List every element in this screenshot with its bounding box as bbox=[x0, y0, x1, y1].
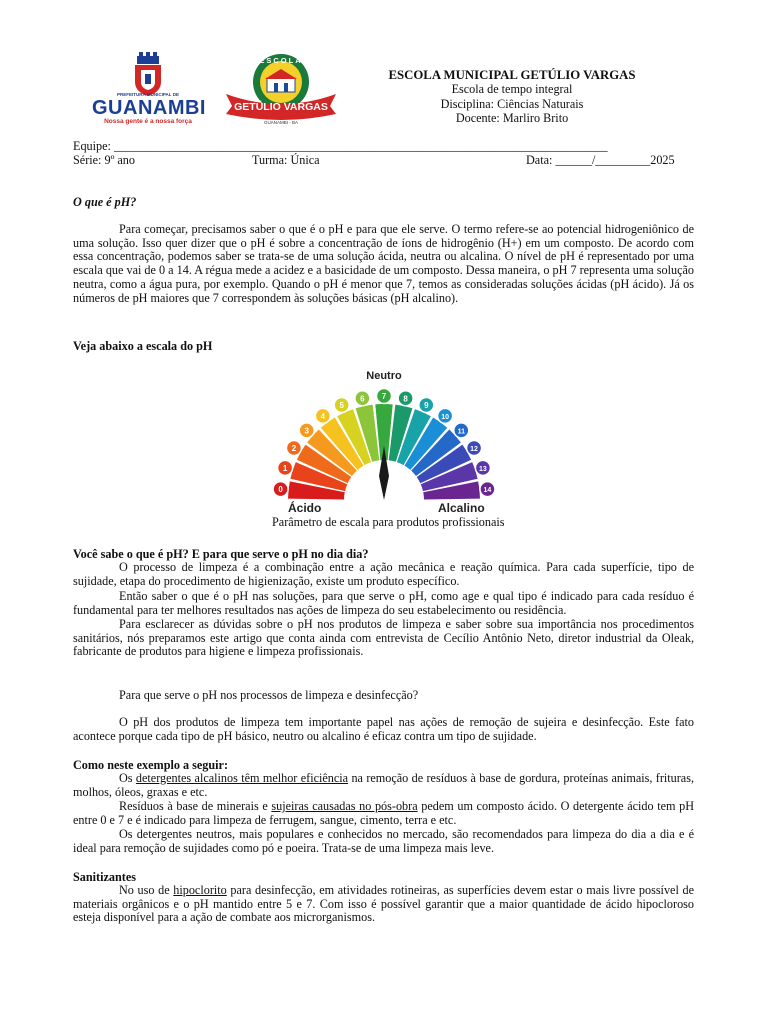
section2-p3-text: Para esclarecer as dúvidas sobre o pH nos produtos de limpeza e saber sobre sua importância nos procedimentos sanitários, nós preparamos este artigo que conta ainda com entrevista de Cecílio Antônio Neto, diretor industrial da Oleak, fabricante de produtos para higiene e limpeza profissionais. bbox=[73, 617, 694, 659]
discipline: Disciplina: Ciências Naturais bbox=[440, 96, 584, 111]
section4-p1-pre: Os bbox=[119, 771, 136, 785]
hypochlorite-link[interactable]: hipoclorito bbox=[173, 883, 227, 897]
prefeitura-name: GUANAMBI bbox=[92, 97, 206, 119]
section5-title: Sanitizantes bbox=[73, 870, 136, 884]
escola-name: GETÚLIO VARGAS bbox=[234, 101, 328, 113]
section2-p1 bbox=[73, 561, 694, 588]
alkaline-detergent-link[interactable]: detergentes alcalinos têm melhor eficiência bbox=[135, 771, 349, 785]
escola-city: GUANAMBI - BA bbox=[263, 120, 298, 125]
ph-number-10: 10 bbox=[441, 413, 450, 421]
date-text: Data: ______/_________2025 bbox=[526, 153, 675, 167]
grade-text: Série: 9º ano bbox=[73, 153, 135, 167]
section4-p2 bbox=[73, 800, 694, 827]
scale-caption: Parâmetro de escala para produtos profissionais bbox=[272, 515, 505, 529]
ph-number-12: 12 bbox=[470, 446, 478, 453]
section5-pre: No uso de bbox=[119, 883, 174, 897]
section4-p3 bbox=[73, 828, 694, 855]
ph-number-0: 0 bbox=[278, 485, 283, 495]
ph-number-7: 7 bbox=[381, 392, 387, 401]
ph-number-8: 8 bbox=[403, 394, 408, 404]
section2-p2 bbox=[73, 590, 694, 617]
section2-p2-text: Então saber o que é o pH nas soluções, para que serve o pH, como age e qual tipo é indicado para cada resíduo é fundamental para ter melhores resultados nas ações de limpeza do seu estabelecimento ou residência. bbox=[73, 589, 694, 617]
section4-title: Como neste exemplo a seguir: bbox=[73, 758, 229, 772]
section2-p3 bbox=[73, 618, 694, 659]
school-type: Escola de tempo integral bbox=[451, 82, 573, 97]
section4-p2-pre: Resíduos à base de minerais e bbox=[119, 799, 272, 813]
ph-number-9: 9 bbox=[424, 400, 429, 410]
ph-number-14: 14 bbox=[483, 487, 492, 495]
ph-number-6: 6 bbox=[360, 394, 365, 404]
section5-paragraph bbox=[73, 884, 694, 925]
ph-number-1: 1 bbox=[282, 463, 288, 473]
section4-p2-post: pedem um composto ácido. O detergente ácido tem pH entre 0 e 7 e é indicado para limpeza de ferrugem, sangue, cimento, terra e etc. bbox=[73, 799, 695, 827]
section3-question bbox=[73, 688, 418, 702]
teacher: Docente: Marliro Brito bbox=[455, 110, 569, 125]
section2-title: Você sabe o que é pH? E para que serve o pH no dia dia? bbox=[73, 547, 369, 561]
ph-number-11: 11 bbox=[457, 428, 465, 436]
section4-p1-post: na remoção de resíduos à base de gordura, proteínas animais, frituras, molhos, óleos, graxas e etc. bbox=[73, 771, 695, 799]
escola-top: ESCOLA bbox=[259, 56, 303, 65]
ph-number-4: 4 bbox=[320, 411, 326, 421]
ph-neutral-label: Neutro bbox=[366, 370, 402, 382]
section3-text: O pH dos produtos de limpeza tem importante papel nas ações de remoção de sujeira e desinfecção. Este fato acontece porque cada tipo de pH básico, neutro ou alcalino é eficaz contra um tipo de sujidade. bbox=[73, 715, 694, 743]
prefeitura-logo bbox=[92, 52, 204, 127]
ph-number-5: 5 bbox=[339, 400, 344, 410]
section5-post: para desinfecção, em atividades rotineiras, as superfícies devem estar o mais livre possível de materiais orgânicos e o pH mantido entre 5 e 7. Com isso é possível garantir que a maior quantidade de ácido hipocloroso esteja disponível para a ação de combate aos microrganismos. bbox=[73, 883, 694, 925]
school-name: ESCOLA MUNICIPAL GETÚLIO VARGAS bbox=[388, 68, 636, 82]
class-text: Turma: Única bbox=[252, 153, 320, 167]
ph-acid-label: Ácido bbox=[288, 501, 322, 515]
school-header bbox=[300, 68, 724, 125]
prefeitura-line1: PREFEITURA MUNICIPAL DE bbox=[117, 92, 179, 97]
post-construction-link[interactable]: sujeiras causadas no pós-obra bbox=[271, 799, 418, 813]
ph-alkaline-label: Alcalino bbox=[438, 501, 485, 515]
ph-number-13: 13 bbox=[479, 465, 487, 473]
section1-paragraph bbox=[73, 223, 694, 305]
section3-paragraph bbox=[73, 716, 694, 743]
section1-text: Para começar, precisamos saber o que é o pH e para que ele serve. O termo refere-se ao potencial hidrogeniônico de uma solução. Isso quer dizer que o pH é sobre a concentração de íons de hidrogênio (H+) em um composto. De acordo com essa concentração, podemos saber se trata-se de uma solução ácida, neutra ou alcalina. O nível de pH é representado por uma escala que vai de 0 a 14. A régua mede a acidez e a basicidade de um composto. Dessa maneira, o pH 7 representa uma solução neutra, como a água pura, por exemplo. Quando o pH é menor que 7, temos as consideradas soluções ácidas (pH ácido). Já os números de pH maiores que 7 correspondem às soluções básicas (pH alcalino). bbox=[73, 222, 694, 305]
team-blank: _________________________________________________________________________________ bbox=[113, 139, 608, 153]
team-label: Equipe: bbox=[73, 139, 114, 153]
team-line bbox=[73, 139, 693, 153]
section1-title: O que é pH? bbox=[73, 195, 137, 209]
section2-p1-text: O processo de limpeza é a combinação entre a ação mecânica e reação química. Para cada superfície, tipo de sujidade, etapa do procedimento de higienização, existe um produto específico. bbox=[73, 560, 694, 588]
ph-number-2: 2 bbox=[291, 444, 297, 453]
section4-p3-text: Os detergentes neutros, mais populares e conhecidos no mercado, são recomendados para limpeza do dia a dia e é ideal para remoção de sujidades como pó e poeira. Trata-se de uma limpeza mais leve. bbox=[73, 827, 694, 855]
ph-number-3: 3 bbox=[304, 426, 309, 436]
section3-question-text: Para que serve o pH nos processos de limpeza e desinfecção? bbox=[119, 688, 419, 702]
prefeitura-slogan: Nossa gente é a nossa força bbox=[104, 118, 192, 125]
ph-scale-graphic bbox=[272, 368, 496, 516]
section4-p1 bbox=[73, 772, 694, 799]
scale-heading: Veja abaixo a escala do pH bbox=[73, 339, 213, 353]
